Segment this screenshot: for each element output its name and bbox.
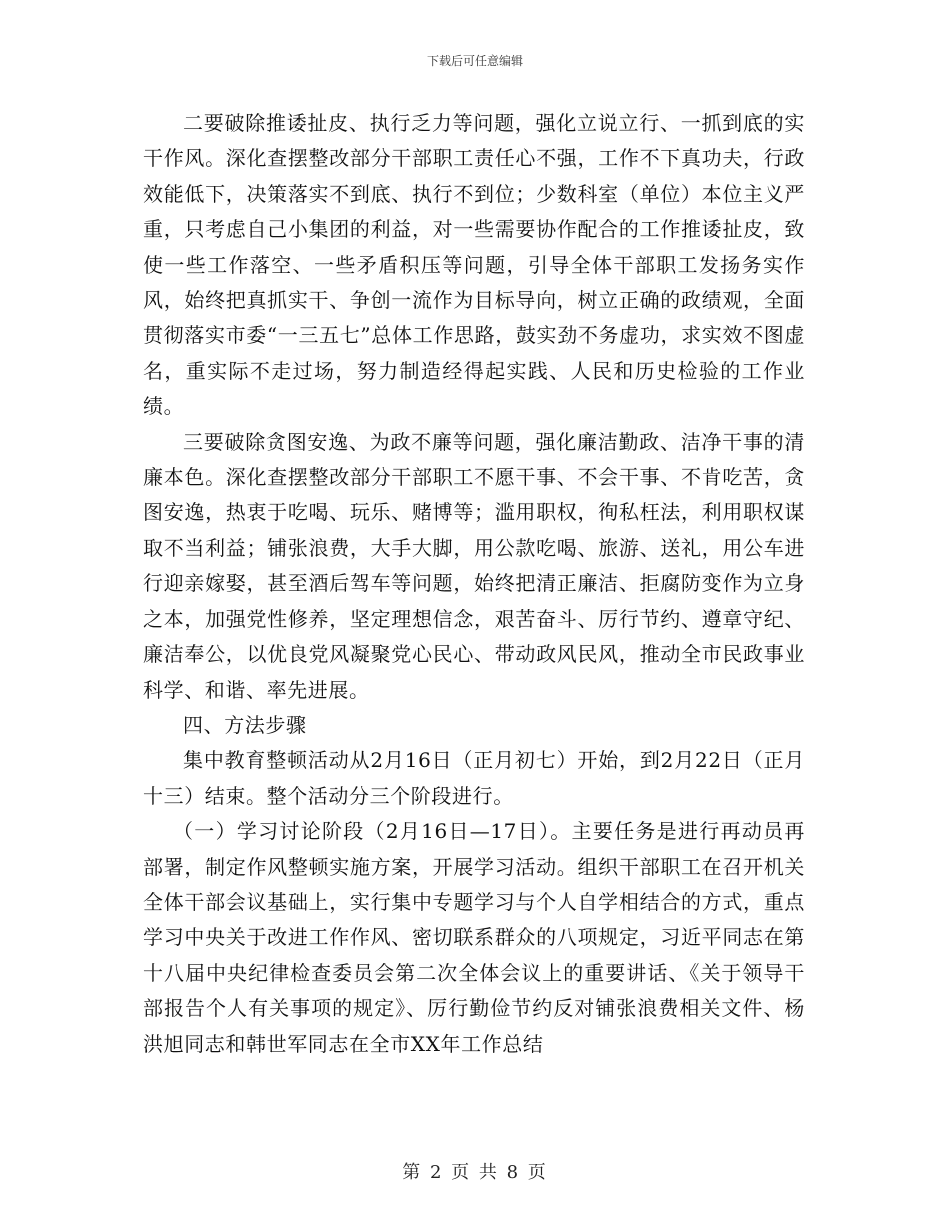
section-heading-methods: 四、方法步骤	[183, 712, 307, 737]
paragraph-schedule: 集中教育整顿活动从2月16日（正月初七）开始，到2月22日（正月十三）结束。整个活动分三个阶段进行。	[143, 748, 805, 808]
page-number: 第 2 页 共 8 页	[402, 1162, 548, 1183]
paragraph-study-phase: （一）学习讨论阶段（2月16日—17日）。主要任务是进行再动员再部署，制定作风整顿实施方案，开展学习活动。组织干部职工在召开机关全体干部会议基础上，实行集中专题学习与个人自学相结合的方式，重点学习中央关于改进工作作风、密切联系群众的八项规定，习近平同志在第十八届中央纪律检查委员会第二次全体会议上的重要讲话、《关于领导干部报告个人有关事项的规定》、厉行勤俭节约反对铺张浪费相关文件、杨洪旭同志和韩世军同志在全市XX年工作总结	[143, 819, 805, 1056]
paragraph-point-three: 三要破除贪图安逸、为政不廉等问题，强化廉洁勤政、洁净干事的清廉本色。深化查摆整改部分干部职工不愿干事、不会干事、不肯吃苦，贪图安逸，热衷于吃喝、玩乐、赌博等；滥用职权，徇私枉法，利用职权谋取不当利益；铺张浪费，大手大脚，用公款吃喝、旅游、送礼，用公车进行迎亲嫁娶，甚至酒后驾车等问题，始终把清正廉洁、拒腐防变作为立身之本，加强党性修养，坚定理想信念，艰苦奋斗、厉行节约、遵章守纪、廉洁奉公，以优良党风凝聚党心民心、带动政风民风，推动全市民政事业科学、和谐、率先进展。	[143, 429, 805, 702]
paragraph-point-two: 二要破除推诿扯皮、执行乏力等问题，强化立说立行、一抓到底的实干作风。深化查摆整改部分干部职工责任心不强，工作不下真功夫，行政效能低下，决策落实不到底、执行不到位；少数科室（单位）本位主义严重，只考虑自己小集团的利益，对一些需要协作配合的工作推诿扯皮，致使一些工作落空、一些矛盾积压等问题，引导全体干部职工发扬务实作风，始终把真抓实干、争创一流作为目标导向，树立正确的政绩观，全面贯彻落实市委“一三五七”总体工作思路，鼓实劲不务虚功，求实效不图虚名，重实际不走过场，努力制造经得起实践、人民和历史检验的工作业绩。	[143, 111, 805, 419]
document-body	[143, 106, 805, 1062]
page-header: 下载后可任意编辑	[426, 54, 523, 68]
